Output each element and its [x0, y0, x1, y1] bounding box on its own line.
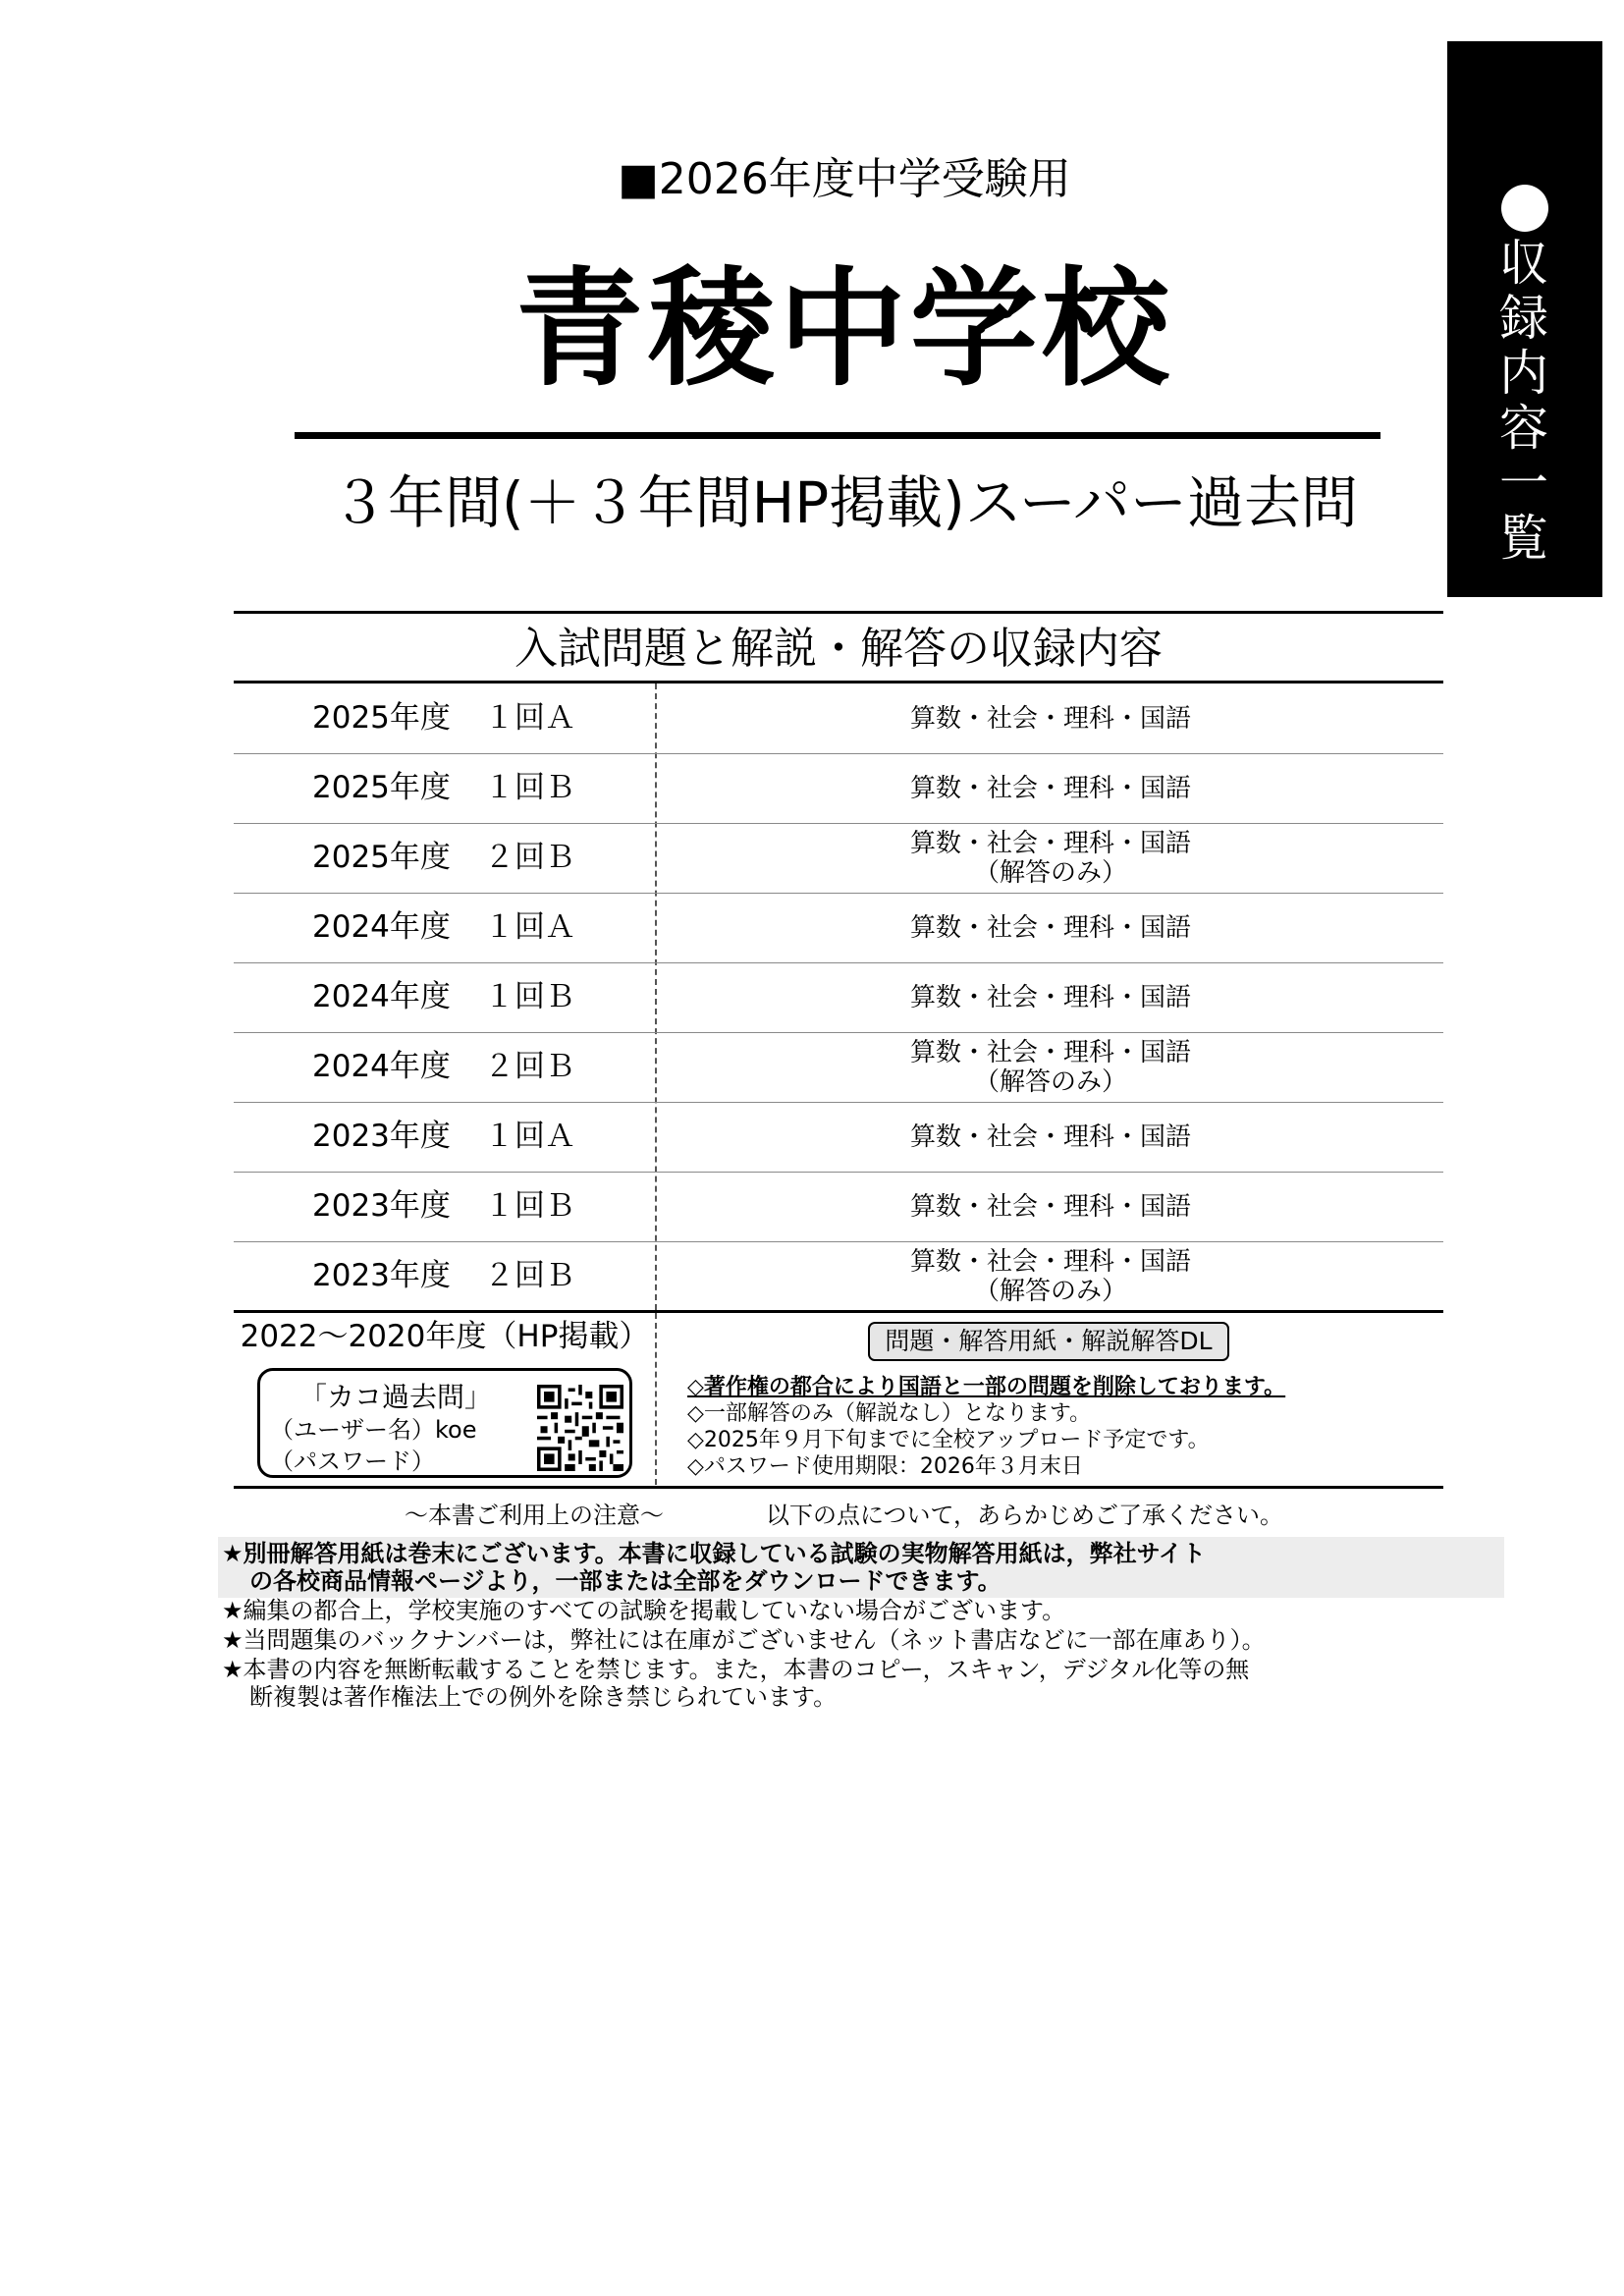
- row-subjects: 算数・社会・理科・国語: [909, 912, 1191, 943]
- hp-years: 2022～2020年度（HP掲載）: [240, 1319, 650, 1354]
- row-subjects: 算数・社会・理科・国語: [909, 703, 1191, 734]
- usage-line: ★別冊解答用紙は巻末にございます。本書に収録している試験の実物解答用紙は，弊社サイト: [222, 1540, 1206, 1567]
- row-note: （解答のみ）: [973, 1066, 1127, 1097]
- username-label: （ユーザー名）koe: [270, 1416, 477, 1444]
- usage-line: の各校商品情報ページより，一部または全部をダウンロードできます。: [249, 1567, 1001, 1595]
- row-subjects: 算数・社会・理科・国語: [909, 1191, 1191, 1222]
- row-subjects: 算数・社会・理科・国語: [909, 1037, 1191, 1067]
- series-title: ３年間(＋３年間HP掲載)スーパー過去問: [330, 469, 1359, 536]
- exam-year: ■2026年度中学受験用: [618, 154, 1071, 204]
- password-label: （パスワード）: [270, 1448, 435, 1475]
- table-row: [234, 893, 1443, 963]
- usage-title: ～本書ご利用上の注意～: [405, 1502, 664, 1529]
- row-subjects: 算数・社会・理科・国語: [909, 1246, 1191, 1277]
- table-row: [234, 1032, 1443, 1103]
- row-year: 2024年度: [312, 1049, 451, 1084]
- row-round: １回Ｂ: [484, 979, 575, 1014]
- table-row: [234, 962, 1443, 1033]
- table-row: [234, 753, 1443, 824]
- table-heading: 入試問題と解説・解答の収録内容: [514, 624, 1163, 674]
- row-round: ２回Ｂ: [484, 840, 575, 875]
- side-tab-char: 収: [1499, 235, 1550, 292]
- row-subjects: 算数・社会・理科・国語: [909, 1121, 1191, 1152]
- row-note: （解答のみ）: [973, 1276, 1127, 1306]
- row-subjects: 算数・社会・理科・国語: [909, 773, 1191, 803]
- hp-note: ◇パスワード使用期限：2026年３月末日: [687, 1454, 1083, 1479]
- qr-code-icon[interactable]: [537, 1385, 623, 1471]
- row-year: 2025年度: [312, 700, 451, 736]
- row-round: １回Ａ: [484, 1119, 575, 1154]
- row-round: ２回Ｂ: [484, 1049, 575, 1084]
- row-subjects: 算数・社会・理科・国語: [909, 982, 1191, 1012]
- hp-section-rule: [234, 1310, 1443, 1313]
- table-row: [234, 1241, 1443, 1311]
- table-top-rule: [234, 611, 1443, 614]
- kako-label: 「カコ過去問」: [299, 1381, 493, 1413]
- login-info-box: [257, 1368, 632, 1478]
- hp-note: ◇2025年９月下旬までに全校アップロード予定です。: [687, 1428, 1210, 1452]
- usage-line: ★本書の内容を無断転載することを禁じます。また，本書のコピー，スキャン，デジタル化等の無: [222, 1656, 1250, 1683]
- side-tab-char: 容: [1499, 400, 1550, 457]
- row-round: ２回Ｂ: [484, 1258, 575, 1293]
- row-year: 2024年度: [312, 979, 451, 1014]
- hp-note: ◇一部解答のみ（解説なし）となります。: [687, 1401, 1092, 1426]
- row-year: 2023年度: [312, 1188, 451, 1224]
- row-year: 2023年度: [312, 1258, 451, 1293]
- table-row: [234, 1172, 1443, 1242]
- row-year: 2025年度: [312, 770, 451, 805]
- side-tab-char: 覧: [1499, 510, 1550, 567]
- download-button[interactable]: 問題・解答用紙・解説解答DL: [868, 1322, 1229, 1361]
- usage-line: ★当問題集のバックナンバーは，弊社には在庫がございません（ネット書店などに一部在庫あり）。: [222, 1626, 1266, 1654]
- school-name: 青稜中学校: [514, 254, 1173, 404]
- side-tab-char: 一: [1499, 455, 1550, 512]
- usage-line: 断複製は著作権法上での例外を除き禁じられています。: [249, 1683, 838, 1711]
- row-year: 2024年度: [312, 909, 451, 945]
- table-row: [234, 1102, 1443, 1173]
- row-round: １回Ｂ: [484, 1188, 575, 1224]
- row-note: （解答のみ）: [973, 857, 1127, 888]
- side-tab-char: 録: [1499, 290, 1550, 347]
- usage-line: ★編集の都合上，学校実施のすべての試験を掲載していない場合がございます。: [222, 1597, 1066, 1624]
- side-tab-char: 内: [1499, 345, 1550, 402]
- row-round: １回Ｂ: [484, 770, 575, 805]
- table-bottom-rule: [234, 1486, 1443, 1489]
- usage-intro: 以下の点について，あらかじめご了承ください。: [766, 1502, 1284, 1529]
- row-year: 2025年度: [312, 840, 451, 875]
- row-year: 2023年度: [312, 1119, 451, 1154]
- title-divider: [295, 432, 1380, 439]
- hp-note: ◇著作権の都合により国語と一部の問題を削除しております。: [687, 1375, 1286, 1399]
- row-round: １回Ａ: [484, 909, 575, 945]
- table-row: [234, 823, 1443, 894]
- row-subjects: 算数・社会・理科・国語: [909, 828, 1191, 858]
- row-round: １回Ａ: [484, 700, 575, 736]
- table-row: [234, 683, 1443, 754]
